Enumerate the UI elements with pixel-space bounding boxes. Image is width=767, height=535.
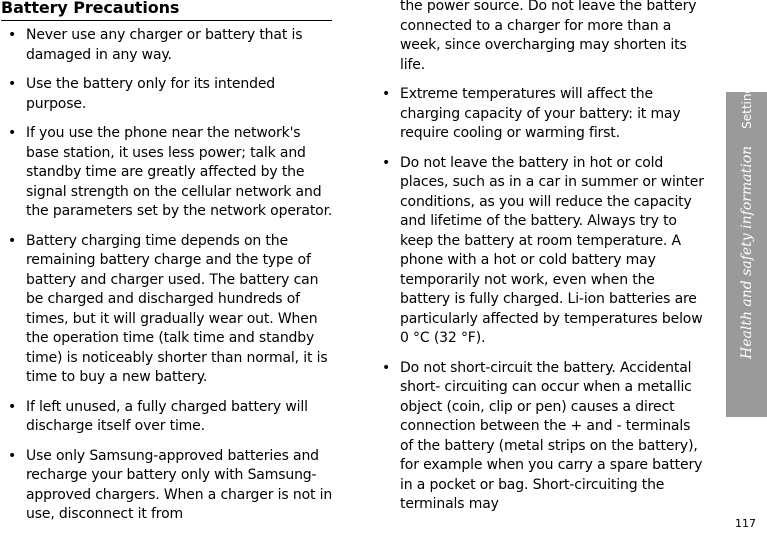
- right-column-list: [376, 0, 706, 525]
- list-item: • Battery charging time depends on the remaining battery charge and the type of battery and charger used. The battery can be charged and discharged hundreds of times, but it will gradually wear out. When the operation time (talk time and standby time) is noticeably shorter than normal, it is time to buy a new battery.: [2, 232, 334, 388]
- list-item: • Use the battery only for its intended purpose.: [2, 75, 334, 114]
- list-item-continuation: the power source. Do not leave the battery connected to a charger for more than a week, since overcharging may shorten its life.: [400, 0, 697, 73]
- chapter-side-tab: [726, 79, 767, 417]
- list-item: • If you use the phone near the network's base station, it uses less power; talk and standby time are greatly affected by the signal strength on the cellular network and the parameters set by the network operator.: [2, 124, 334, 222]
- list-item: • Use only Samsung-approved batteries and recharge your battery only with Samsung-approved chargers. When a charger is not in use, disconnect it from: [2, 447, 334, 525]
- list-item: • Extreme temperatures will affect the charging capacity of your battery: it may require cooling or warming first.: [376, 85, 706, 144]
- list-item: • Never use any charger or battery that is damaged in any way.: [2, 26, 334, 65]
- section-title: Battery Precautions: [1, 0, 180, 17]
- page-number: 117: [735, 517, 756, 530]
- left-column-list: [2, 26, 334, 535]
- list-item: • If left unused, a fully charged battery will discharge itself over time.: [2, 398, 334, 437]
- chapter-label: Health and safety information: [738, 145, 755, 359]
- title-divider: [1, 20, 332, 21]
- list-item: • Do not short-circuit the battery. Accidental short- circuiting can occur when a metallic object (coin, clip or pen) causes a direct connection between the + and - terminals of the battery (metal strips on the battery), for example when you carry a spare battery in a pocket or bag. Short-circuiting the terminals may: [376, 359, 706, 515]
- sub-chapter-label: Settings: [739, 79, 754, 129]
- list-item: • Do not leave the battery in hot or cold places, such as in a car in summer or winter conditions, as you will reduce the capacity and lifetime of the battery. Always try to keep the battery at room temperature. A phone with a hot or cold battery may temporarily not work, even when the battery is fully charged. Li-ion batteries are particularly affected by temperatures below 0 °C (32 °F).: [376, 154, 706, 349]
